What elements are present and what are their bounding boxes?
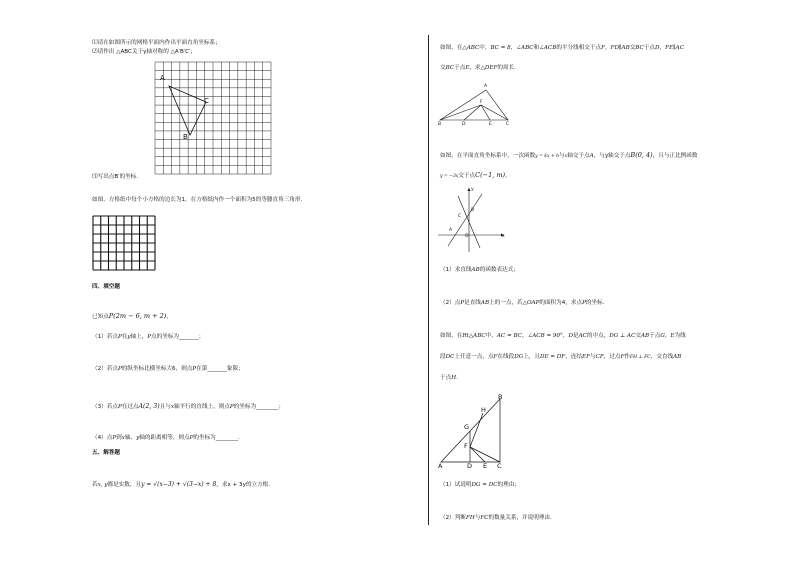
section-4-title: 四、填空题: [92, 284, 120, 290]
figure-coordinate-lines: [436, 186, 506, 256]
solve-problem-text: 若x, y都是实数，且y = √(x−3) + √(3−x) + 8，求x + 3y的立方根.: [92, 481, 271, 488]
fig2-label-y: y: [471, 187, 474, 192]
point-c-label: C: [204, 97, 209, 105]
coordinate-grid: [155, 62, 275, 177]
problem-2-question-2: （2）点P是直线AB上的一点，若△OAP的面积为4，求点P的坐标.: [440, 300, 605, 306]
given-point-line: 已知点P(2m − 6, m + 2)，: [92, 312, 172, 320]
fig3-label-g: G: [464, 423, 470, 431]
fill-blank-3: （3）若点P在过点A(2, 3)且与x轴平行的直线上，则点P的坐标为________；: [92, 403, 285, 410]
fig3-label-d: D: [467, 462, 473, 470]
problem-3-question-2: （2）判断FH与FC的数量关系，并说明理由.: [440, 515, 552, 521]
point-a-label: A: [160, 74, 165, 82]
problem-1-line-1: 如图，在△ABC中，BC = 8，∠ABC和∠ACB的平分线相交于点F，FD∥AB交BC于点D，FE∥AC: [440, 45, 684, 51]
fig1-label-d: D: [462, 122, 466, 127]
fig1-label-b: B: [438, 122, 442, 127]
problem-3-line-2: 段DC上任意一点，点F在线段DG上，且DE = DF，连结EF与CF，过点F作FH ⊥ FC，交直线AB: [440, 354, 682, 360]
problem-3-line-1: 如图，在Rt△ABC中，AC = BC，∠ACB = 90°，D是AC的中点，DG ⊥ AC交AB于点G，E为线: [440, 333, 686, 339]
problem-2-question-1: （1）求直线AB的函数表达式；: [440, 267, 519, 273]
problem-2-line-2: y = −3x交于点C(−1, m)。: [440, 171, 511, 179]
fig2-label-b: B: [471, 208, 475, 213]
problem-1-line-2: 交BC于点E，求△DEF的周长.: [440, 65, 516, 71]
fig3-label-c: C: [497, 462, 502, 470]
fill-blank-2: （2）若点P的纵坐标比横坐标大6，则点P在第_______象限；: [92, 366, 244, 372]
fig3-label-f: F: [464, 442, 468, 450]
fig1-label-f: F: [480, 100, 483, 105]
problem-2-line-1: 如图，在平面直角坐标系中，一次函数y = kx + b与x轴交于点A，与y轴交于点B(0, 4)，且与正比例函数: [440, 151, 698, 159]
fig2-label-o: O: [465, 234, 469, 239]
question-1-text: ⑴请在如图所示的网格平面内作出平面直角坐标系；: [92, 40, 221, 46]
figure-right-triangle: [440, 395, 506, 467]
triangle-abc: [169, 86, 206, 135]
fig1-label-c: C: [506, 122, 510, 127]
fig2-label-c: C: [458, 214, 462, 219]
question-2-text: ⑵请作出 △ABC关于y轴对称的 △A′B′C′；: [92, 49, 196, 55]
fig3-label-e: E: [483, 462, 488, 470]
fig2-label-x: x: [502, 234, 505, 239]
column-divider: [428, 35, 429, 525]
grid-problem-prompt: 如图，方格纸中每个小方格的边长为1，在方格纸内作一个面积为5的等腰直角三角形.: [92, 197, 303, 203]
fig1-label-e: E: [489, 122, 492, 127]
fig3-label-b: B: [498, 393, 503, 401]
question-3-text: ⑶写出点B′的坐标.: [92, 174, 139, 180]
problem-3-line-3: 于点H.: [440, 375, 458, 381]
fill-blank-4: （4）点P到x轴、y轴的距离相等，则点P的坐标为________.: [92, 435, 240, 441]
fig3-label-a: A: [438, 462, 443, 470]
small-grid: [93, 216, 157, 272]
point-b-label: B: [183, 133, 188, 141]
fig3-label-h: H: [481, 406, 486, 414]
fig1-label-a: A: [484, 84, 488, 89]
problem-3-question-1: （1）试说明DG = DC的理由；: [440, 482, 520, 488]
section-5-title: 五、解答题: [92, 450, 120, 456]
fill-blank-1: （1）若点P在y轴上，P点的坐标为_______；: [92, 334, 205, 340]
fig2-label-a: A: [449, 228, 453, 233]
